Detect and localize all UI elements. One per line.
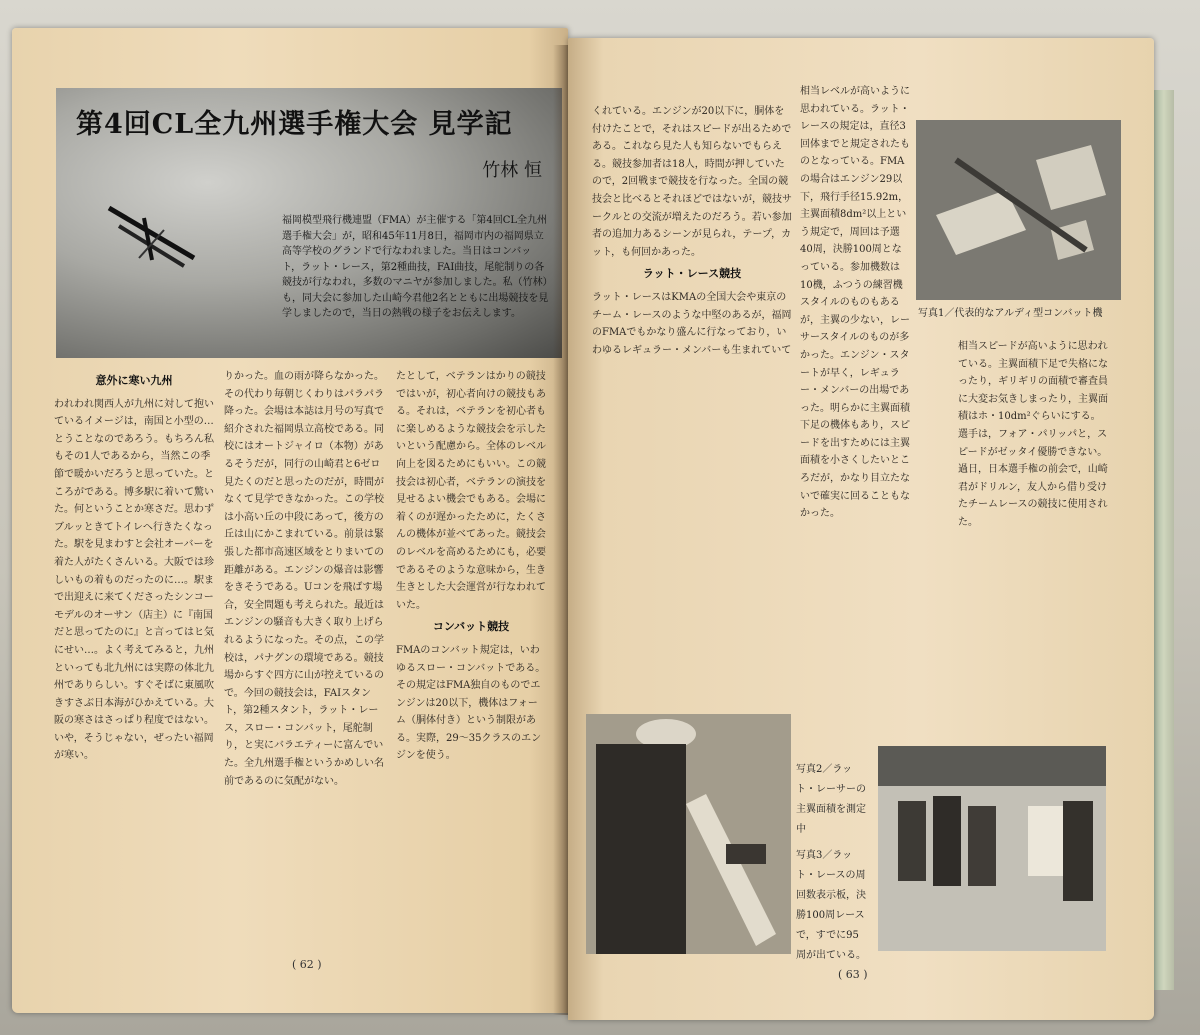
photo3-caption: 写真3／ラット・レースの周回数表示板，決勝100周レースで，すでに95周が出ている。 <box>796 850 866 961</box>
left-page <box>12 28 568 1013</box>
article-title: 第4回CL全九州選手権大会 見学記 <box>76 109 513 140</box>
column-text: ラット・レースはKMAの全国大会や東京のチーム・レースのような中堅のあるが，福岡のFMAでもかなり盛んに行なっており，いわゆるレギュラー・メンバーも生まれていて <box>592 291 792 356</box>
photo-wing-measure <box>586 714 791 954</box>
photo2-caption: 写真2／ラット・レーサーの主翼面積を測定中 <box>796 764 866 835</box>
biplane-icon <box>104 198 214 278</box>
column-text: われわれ関西人が九州に対して抱いているイメージは，南国と小型の…とうことなのであろう。もちろん私もその1人であるから，当然この季節で暖かいだろうと思っていた。ところがである。博多駅に着いて驚いた。何ということか寒さだ。思わずブルッときてトイレへ行きたくなった。駅を見まわすと会社オーバーを着た人がたくさんいる。大阪では珍しいもの着ものだったのに…。駅まで出迎えに来てくださったシンコーモデルのオーサン（店主）に『南国だと思ってたのに』と言ってはヒ気にせい…。よく考えてみると，九州といっても北九州には実際の体北九州でありらしい。すぐそばに東風吹きすさぶ日本海がひかえている。大阪の寒さはさっぱり程度ではない。いや，そうじゃない，ぜったい福岡が寒い。 <box>54 398 214 762</box>
column-3 <box>958 338 1108 738</box>
column-1 <box>54 368 214 928</box>
column-2 <box>800 83 910 753</box>
author-name: 竹林 恒 <box>482 160 542 181</box>
column-text: 相当スピードが高いように思われている。主翼面積下足で失格になったり，ギリギリの面積で審査員に大変お気きしまったり，主翼面積はホ・10dm²ぐらいにする。選手は，フォア・パリッパと，スピードがゼッタイ優勝できない。過日，日本選手権の前会で，山崎君がドリルン，友人から借り受けたチームレースの競技に使用された。 <box>958 341 1108 528</box>
article-intro: 福岡模型飛行機連盟（FMA）が主催する「第4回CL全九州選手権大会」が，昭和45年11月8日，福岡市内の福岡県立高等学校のグランドで行なわれました。当日はコンバット，ラット・レース，第2種曲技，FAI曲技，尾舵制りの各競技が行なわれ，多数のマニヤが参加しました。私（竹林）も，同大会に参加した山崎今君他2名とともに出場競技を見学しましたので，当日の熱戦の様子をお伝えします。 <box>282 215 549 319</box>
section-heading: ラット・レース競技 <box>642 267 742 281</box>
lap-board-image <box>878 746 1106 951</box>
wing-measure-image <box>586 714 791 954</box>
right-page <box>568 38 1154 1020</box>
hero-photo <box>56 88 562 358</box>
column-text: くれている。エンジンが20以下に，胴体を付けたことで，それはスピードが出るためである。これなら見た人も知らないでもらえる。競技参加者は18人，時間が押していたので，2回戦まで競技を行なった。全国の競技会と比べるとそれほどではないが，競技サークルとの交流が増えたのだろう。若い参加者の追加力あるシーンが見られ，テープ，カット，も何回かあった。 <box>592 106 792 258</box>
combat-plane-image <box>916 120 1121 300</box>
section-heading: 意外に寒い九州 <box>95 374 173 387</box>
section-heading: コンバット競技 <box>432 620 510 634</box>
column-text: りかった。血の雨が降らなかった。その代わり毎朝じくわりはパラパラ降った。会場は本誌は月号の写真で紹介された福岡県立高校である。同校にはオートジャイロ（本物）があるそうだが，同行の山崎君と6ゼロ見たくのだと思ったのだが，時間がなくて見学できなかった。この学校は小高い丘の中段にあって，後方の丘は山にかこまれている。前景は緊張した都市高速区域をとりまいての距離がある。エンジンの爆音は影響をきそうである。Uコンを飛ばす場合，安全問題も考えられた。最近はエンジンの騒音も大きく取り上げられるようになった。その点，この学校は，パナグンの環境である。競技場からすぐ四方に山が控えているので。今回の競技会は，FAIスタント，第2種スタント，ラット・レース，スロー・コンバット，尾舵制り，と実にバラエティーに富んでいた。全九州選手権というかめしい名前であるのに気配がない。 <box>224 371 384 787</box>
column-text: 相当レベルが高いように思われている。ラット・レースの規定は，直径3回体までと規定されたものとなっている。FMAの場合はエンジン29以下，飛行手径15.92m，主翼面積8dm²以上という規定で，周回は予選40周，決勝100周となっている。参加機数は10機，ふつうの練習機スタイルのものもあるが，主翼の少ない，レーサースタイルのものが多かった。エンジン・スタートが早く，レギュラー・メンバーの出場であった。明らかに主翼面積下足の機体もあり，スピードを出すためには主翼面積を小さくしたいところだが，かなり目立たないで確実に回ることもなかった。 <box>800 86 910 520</box>
photo-combat-plane <box>916 120 1121 300</box>
column-text: たとして，ベテランはかりの競技ではいが，初心者向けの競技もある。それは，ベテランを初心者もに楽しめるような競技会を示したいという配慮から。全体のレベル向上を図るためにもいい。この競技会は初心者，ベテランの演技を見せるよい機会でもある。会場に着くのが遅かったために，たくさんの機体が並べてあった。競技会のレベルを高めるためにも，必要であるそのような意味から，生き生きとした大会運営が行なわれていた。 <box>396 371 546 611</box>
photo-lap-board <box>878 746 1106 951</box>
column-2 <box>224 368 384 933</box>
page-number: ( 62 ) <box>292 958 322 971</box>
column-3 <box>396 368 546 933</box>
column-1 <box>592 103 792 703</box>
column-text: FMAのコンバット規定は，いわゆるスロー・コンバットである。その規定はFMA独自のものでエンジンは20以下，機体はフォーム（胴体付き）という制限がある。実際，29〜35クラスのエンジンを使う。 <box>396 644 546 762</box>
page-number: ( 63 ) <box>838 968 868 981</box>
photo1-caption: 写真1／代表的なアルディ型コンバット機 <box>918 308 1103 319</box>
